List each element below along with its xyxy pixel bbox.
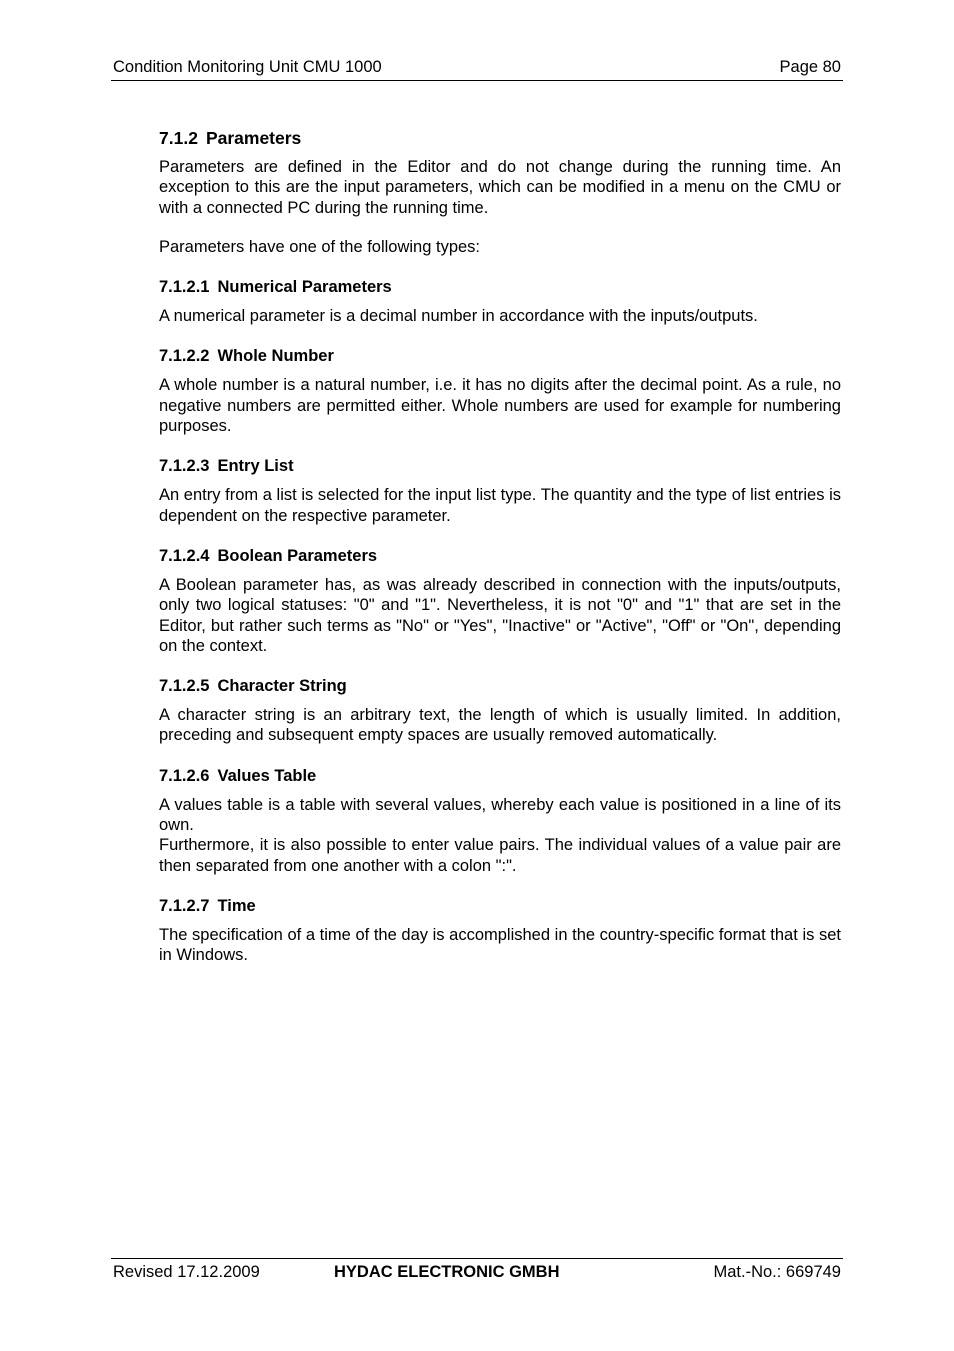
subsection-whole-number bbox=[159, 346, 841, 436]
subsection-time bbox=[159, 896, 841, 966]
subsection-number: 7.1.2.6 bbox=[159, 766, 210, 785]
subsection-boolean-parameters bbox=[159, 546, 841, 656]
section-heading bbox=[159, 127, 841, 149]
subsection-entry-list bbox=[159, 456, 841, 526]
subsection-number: 7.1.2.5 bbox=[159, 677, 210, 696]
page-number: Page 80 bbox=[779, 58, 841, 76]
paragraph: An entry from a list is selected for the input list type. The quantity and the type of list entries is dependent on the respective parameter. bbox=[159, 486, 841, 525]
section-number: 7.1.2 bbox=[159, 128, 198, 148]
subsection-number: 7.1.2.3 bbox=[159, 457, 210, 476]
material-number: Mat.-No.: 669749 bbox=[713, 1263, 841, 1281]
subsection-number: 7.1.2.1 bbox=[159, 278, 210, 297]
subsection-heading bbox=[159, 766, 841, 786]
page-content bbox=[159, 127, 841, 986]
document-title: Condition Monitoring Unit CMU 1000 bbox=[113, 58, 382, 76]
section-intro: Parameters are defined in the Editor and do not change during the running time. An exception to this are the input parameters, which can be modified in a menu on the CMU or with a connected PC during the running time. bbox=[159, 158, 841, 217]
subsection-heading bbox=[159, 456, 841, 476]
subsection-title: Boolean Parameters bbox=[217, 546, 378, 565]
subsection-values-table bbox=[159, 766, 841, 876]
subsection-numerical-parameters bbox=[159, 277, 841, 326]
section-intro-2: Parameters have one of the following types: bbox=[159, 237, 481, 256]
paragraph: A character string is an arbitrary text, the length of which is usually limited. In addition, preceding and subsequent empty spaces are usually removed automatically. bbox=[159, 706, 841, 745]
subsection-title: Whole Number bbox=[217, 347, 334, 366]
subsection-number: 7.1.2.4 bbox=[159, 546, 210, 565]
subsection-title: Numerical Parameters bbox=[217, 278, 392, 297]
subsection-heading bbox=[159, 346, 841, 366]
section-title: Parameters bbox=[205, 128, 302, 148]
paragraph: A values table is a table with several values, whereby each value is positioned in a line of its own. bbox=[159, 795, 841, 835]
paragraph: A numerical parameter is a decimal number in accordance with the inputs/outputs. bbox=[159, 307, 758, 326]
page-header bbox=[111, 57, 843, 81]
paragraph: A whole number is a natural number, i.e. it has no digits after the decimal point. As a rule, no negative numbers are permitted either. Whole numbers are used for example for numbering purposes. bbox=[159, 376, 841, 436]
subsection-heading bbox=[159, 896, 841, 916]
subsection-heading bbox=[159, 277, 841, 297]
page-footer bbox=[111, 1258, 843, 1287]
revision-date: Revised 17.12.2009 bbox=[113, 1263, 260, 1281]
paragraph: Furthermore, it is also possible to enter value pairs. The individual values of a value pair are then separated from one another with a colon ":". bbox=[159, 836, 841, 875]
subsection-character-string bbox=[159, 676, 841, 746]
subsection-title: Character String bbox=[217, 677, 347, 696]
subsection-number: 7.1.2.7 bbox=[159, 896, 210, 915]
subsection-title: Time bbox=[217, 896, 256, 915]
paragraph: The specification of a time of the day is accomplished in the country-specific format that is set in Windows. bbox=[159, 925, 841, 965]
subsection-title: Entry List bbox=[217, 457, 294, 476]
subsection-heading bbox=[159, 676, 841, 696]
paragraph: A Boolean parameter has, as was already described in connection with the inputs/outputs, only two logical statuses: "0" and "1". Nevertheless, it is not "0" and "1" that are set in the Editor, but rather such terms as "No" or "Yes", "Inactive" or "Active", "Off" or "On", depending on the context. bbox=[159, 575, 841, 655]
company-name: HYDAC ELECTRONIC GMBH bbox=[334, 1263, 560, 1281]
subsection-title: Values Table bbox=[217, 766, 317, 785]
subsection-heading bbox=[159, 546, 841, 566]
subsection-number: 7.1.2.2 bbox=[159, 347, 210, 366]
